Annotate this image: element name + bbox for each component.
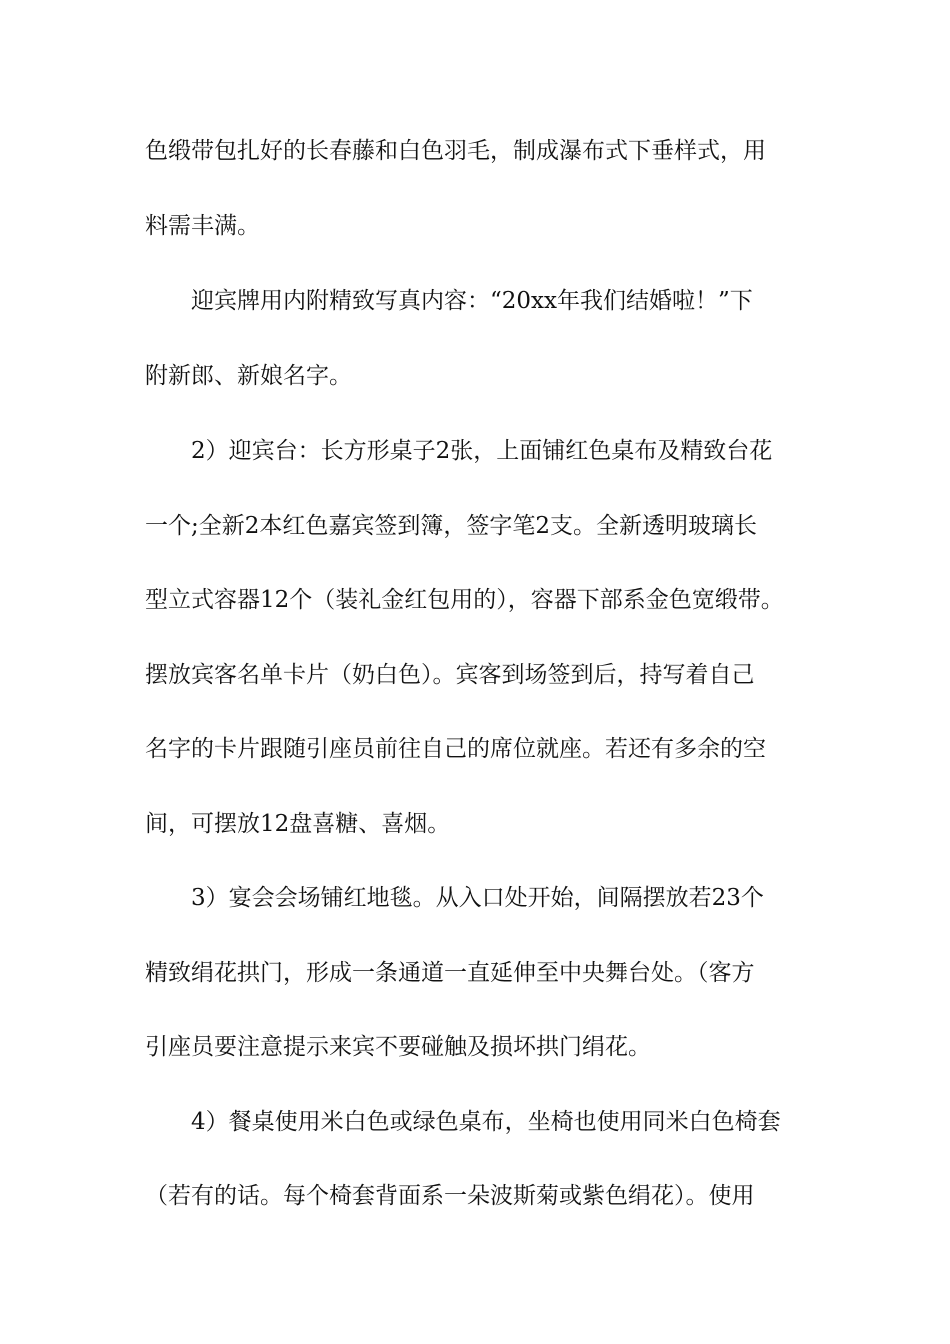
text-line: （若有的话。每个椅套背面系一朵波斯菊或紫色绢花）。使用 <box>145 1183 755 1209</box>
text-line: 色缎带包扎好的长春藤和白色羽毛，制成瀑布式下垂样式，用 <box>145 138 766 164</box>
text-line: 引座员要注意提示来宾不要碰触及损坏拱门绢花。 <box>145 1034 651 1060</box>
text-line: 型立式容器12个（装礼金红包用的），容器下部系金色宽缎带。 <box>145 587 784 613</box>
text-line: 名字的卡片跟随引座员前往自己的席位就座。若还有多余的空 <box>145 736 766 762</box>
text-line: 精致绢花拱门，形成一条通道一直延伸至中央舞台处。（客方 <box>145 960 755 986</box>
text-line: 4）餐桌使用米白色或绿色桌布，坐椅也使用同米白色椅套 <box>191 1109 781 1135</box>
text-line: 附新郎、新娘名字。 <box>145 363 352 389</box>
text-line: 间，可摆放12盘喜糖、喜烟。 <box>145 811 451 837</box>
text-line: 2）迎宾台：长方形桌子2张，上面铺红色桌布及精致台花 <box>191 438 773 464</box>
text-line: 料需丰满。 <box>145 213 260 239</box>
text-line: 一个;全新2本红色嘉宾签到簿，签字笔2支。全新透明玻璃长 <box>145 513 758 539</box>
text-line: 迎宾牌用内附精致写真内容：“20xx年我们结婚啦！”下 <box>191 288 753 314</box>
text-line: 摆放宾客名单卡片（奶白色）。宾客到场签到后，持写着自己 <box>145 662 755 688</box>
text-line: 3）宴会会场铺红地毯。从入口处开始，间隔摆放若23个 <box>191 885 764 911</box>
